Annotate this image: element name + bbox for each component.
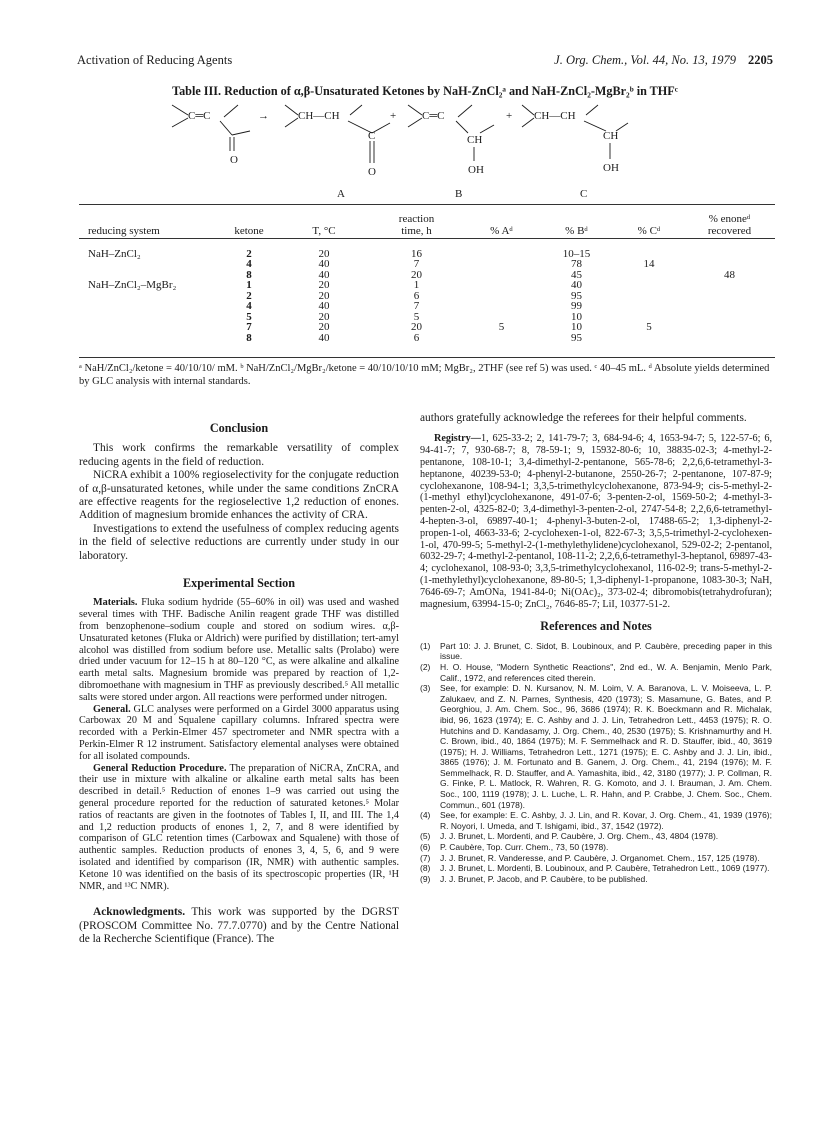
table-row — [79, 249, 775, 260]
cell-pct-a — [464, 301, 539, 312]
reference-text: J. J. Brunet, L. Mordenti, B. Loubinoux, and P. Caubère, Tetrahedron Lett., 1069 (1977). — [440, 863, 770, 874]
cell-enone: 48 — [724, 268, 735, 281]
cell-enone — [684, 333, 775, 344]
cell-system: NaH–ZnCl₂ — [88, 247, 141, 260]
conclusion-paragraph-2: NiCRA exhibit a 100% regioselectivity for the conjugate reduction of α,β-unsaturated ketones, while under the same conditions ZnCRA are effective reagents for the regioselective 1,2 reduction of enones. Addition of magnesium bromide enhances the activity of CRA. — [79, 469, 399, 522]
cell-temperature: 20 — [318, 247, 330, 260]
reference-number: (2) — [420, 661, 431, 672]
scheme-label-a: A — [337, 188, 345, 200]
col-header-reaction-time — [369, 205, 464, 238]
cell-pct-c — [614, 280, 684, 291]
cell-enone — [684, 301, 775, 312]
left-column — [79, 416, 399, 947]
materials-runin: Materials. — [93, 597, 138, 609]
cell-time: 20 — [411, 268, 422, 281]
cell-pct-b: 45 — [571, 268, 582, 281]
reference-text: H. O. House, "Modern Synthetic Reactions", 2nd ed., W. A. Benjamin, Menlo Park, Calif., 1972, and references cited therein. — [440, 661, 772, 683]
cell-pct-a — [464, 333, 539, 344]
cell-pct-a: 5 — [498, 321, 505, 333]
registry-text: 1, 625-33-2; 2, 141-79-7; 3, 684-94-6; 4, 1653-94-7; 5, 122-57-6; 6, 94-41-7; 7, 930-68-7; 8, 78-59-1; 9, 15932-80-6; 10, 38835-02-3; 4-methyl-2-pentanone, 108-10-1; 3,4-dimethyl-2-pentanone, 565-78-6; 2,2,6,6-tetramethyl-3-heptanone, 40239-53-0; 4-phenyl-2-butanone, 2550-26-7; 2-pentanone, 107-87-9; cyclohexanone, 108-94-1; 3,3,5-trimethylcyclohexanone, 873-94-9; cis-5-methyl-2-(1-methyl ethyl)cyclohexanone, 491-07-6; 3-penten-2-ol, 1569-50-2; 4-methyl-3-penten-2-ol, 4325-82-0; 3,4-dimethyl-3-penten-2-ol, 2747-54-8; 2,2,6,6-tetramethyl-4-hepten-3-ol, 69897-40-1; 4-phenyl-3-buten-2-ol, 17488-65-2; 1,3-diphenyl-2-propen-1-ol, 4663-33-6; 2-cyclohexen-1-ol, 822-67-3; 3,5,5-trimethyl-2-cyclohexen-1-ol, 470-99-5; 5-methyl-2-(1-methylethylidene)cyclohexanol, 529-02-2; 2-pentanol, 6032-29-7; 4-methyl-2-pentanol, 108-11-2; 2,2,6,6-tetramethyl-3-heptanol, 69897-43-4; cyclohexanol, 108-93-0; 3,3,5-trimethylcyclohexanol, 116-02-9; trans-5-methyl-2-(1-methylethyl)cyclohexanone, 89-80-5; 1,3-diphenyl-1-propanone, 1083-30-3; NaH, 7646-69-7; AmONa, 1941-84-0; Ni(OAc)₂, 373-02-4; dibromobis(tetrahydrofuran); magnesium, 63994-15-0; ZnCl₂, 7646-85-7; LiI, 10377-51-2. — [420, 433, 772, 610]
cell-pct-b: 99 — [571, 300, 582, 312]
scheme-o-reactant: O — [230, 154, 238, 166]
cell-pct-b: 40 — [571, 279, 582, 291]
reference-item — [420, 831, 772, 842]
cell-enone — [684, 322, 775, 333]
cell-pct-c — [614, 291, 684, 302]
col-header-ketone: ketone — [234, 225, 264, 237]
scheme-plus-1: + — [390, 110, 397, 122]
cell-enone — [684, 291, 775, 302]
cell-pct-b: 95 — [571, 331, 582, 344]
cell-temperature: 40 — [318, 300, 330, 312]
journal-citation — [554, 53, 773, 68]
cell-pct-b: 10 — [571, 321, 582, 333]
cell-enone — [684, 312, 775, 323]
col-header-reducing-system: reducing system — [88, 225, 160, 237]
scheme-ch-c: CH — [603, 130, 619, 142]
scheme-ch-ch-c: CH—CH — [534, 110, 576, 122]
general-paragraph — [79, 704, 399, 763]
registry-paragraph — [420, 433, 772, 610]
experimental-heading: Experimental Section — [182, 576, 296, 591]
cell-pct-a — [464, 249, 539, 260]
reference-item — [420, 641, 772, 662]
cell-enone — [684, 259, 775, 270]
table-row — [79, 280, 775, 291]
col-header-pct-a: % Aᵈ — [490, 225, 513, 237]
general-text: GLC analyses were performed on a Girdel 3000 apparatus using Carbowax 20 M and Squalene capillary columns. Infrared spectra were recorded with a Perkin-Elmer 457 spectrometer and NMR spectra with a Perkin-Elmer R 12 instrument. Satisfactory elemental analyses were obtained for all isolated compounds. — [79, 703, 399, 762]
table-row — [79, 301, 775, 312]
scheme-arrow: → — [258, 110, 269, 122]
scheme-plus-2: + — [506, 110, 513, 122]
cell-system — [79, 312, 219, 323]
cell-system — [79, 291, 219, 302]
cell-pct-c: 14 — [643, 258, 655, 270]
cell-time: 6 — [413, 331, 420, 344]
reference-item — [420, 662, 772, 683]
reference-text: See, for example: E. C. Ashby, J. J. Lin, and R. Kovar, J. Org. Chem., 41, 1939 (1976); R. Noyori, I. Umeda, and T. Ishigami, ibid., 37, 1542 (1972). — [440, 810, 772, 831]
journal-name: J. Org. Chem., Vol. 44, No. 13, 1979 — [554, 53, 736, 67]
reference-number: (8) — [420, 863, 431, 874]
materials-paragraph — [79, 597, 399, 703]
reference-text: P. Caubère, Top. Curr. Chem., 73, 50 (1978). — [440, 842, 609, 853]
results-table — [79, 205, 775, 343]
scheme-oh-c: OH — [603, 162, 619, 174]
cell-ketone: 4 — [246, 300, 252, 312]
page-number: 2205 — [748, 53, 773, 67]
acknowledgments-runin: Acknowledgments. — [93, 906, 186, 919]
table-title: Table III. Reduction of α,β-Unsaturated Ketones by NaH-ZnCl₂ᵃ and NaH-ZnCl₂-MgBr₂ᵇ in THFᶜ — [172, 84, 678, 98]
conclusion-heading: Conclusion — [209, 421, 269, 435]
cell-time: 20 — [411, 321, 422, 333]
reference-number: (4) — [420, 810, 431, 821]
procedure-runin: General Reduction Procedure. — [93, 762, 227, 774]
table-row — [79, 333, 775, 344]
registry-runin: Registry— — [434, 433, 481, 445]
cell-time: 6 — [413, 289, 420, 302]
col-header-enone-recovered — [684, 205, 775, 238]
cell-temperature: 20 — [318, 310, 330, 323]
cell-system — [79, 301, 219, 312]
references-heading: References and Notes — [540, 619, 652, 634]
cell-ketone: 8 — [246, 268, 252, 281]
scheme-label-c: C — [580, 188, 588, 200]
cell-ketone: 1 — [246, 279, 252, 291]
reference-number: (6) — [420, 842, 431, 853]
cell-enone — [684, 249, 775, 260]
cell-ketone: 5 — [246, 310, 252, 323]
cell-system — [79, 322, 219, 333]
col-header-reaction-time-line2: time, h — [401, 225, 432, 237]
reference-text: J. J. Brunet, R. Vanderesse, and P. Caubère, J. Organomet. Chem., 157, 125 (1978). — [440, 852, 760, 863]
table-row — [79, 270, 775, 281]
scheme-ch-ch-a: CH—CH — [298, 110, 340, 122]
cell-pct-b: 10–15 — [562, 247, 591, 260]
materials-text: Fluka sodium hydride (55–60% in oil) was used and washed several times with THF. Badische Anilin reagent grade THF was distilled from benzophenone–sodium couple and stored on sodium wires. α,β-Unsaturated ketones (Fluka or Aldrich) were purified by distillation; tert-amyl alcohol was distilled from sodium before use. Metallic salts (Prolabo) were dried under vacuum for 12–15 h at 80–120 °C, as were alkaline and alkaline earth metal salts. Magnesium bromide was prepared by reaction of 1,2-dibromoethane with magnesium in THF as previously described.⁵ All metallic salts were stored under argon. All reactions were performed under nitrogen. — [79, 597, 399, 703]
cell-pct-a — [464, 280, 539, 291]
cell-pct-b: 78 — [571, 258, 582, 270]
cell-enone — [684, 280, 775, 291]
reference-item — [420, 874, 772, 885]
procedure-paragraph — [79, 763, 399, 893]
cell-ketone: 8 — [246, 331, 252, 344]
cell-pct-b: 10 — [571, 310, 582, 323]
reference-number: (5) — [420, 831, 431, 842]
table-row — [79, 291, 775, 302]
reference-number: (1) — [420, 640, 431, 651]
reference-text: J. J. Brunet, L. Mordenti, and P. Caubère, J. Org. Chem., 43, 4804 (1978). — [440, 831, 719, 842]
table-footnote: ᵃ NaH/ZnCl₂/ketone = 40/10/10/ mM. ᵇ NaH/ZnCl₂/MgBr₂/ketone = 40/10/10/10 mM; MgBr₂, 2THF (see ref 5) was used. ᶜ 40–45 mL. ᵈ Absolute yields determined by GLC analysis with internal standards. — [79, 363, 770, 387]
col-header-enone-line1: % enoneᵈ — [708, 213, 751, 225]
reference-item — [420, 683, 772, 810]
cell-time: 5 — [413, 310, 420, 323]
scheme-cc-reactant: C═C — [188, 110, 211, 122]
cell-system: NaH–ZnCl₂–MgBr₂ — [88, 279, 177, 291]
cell-time: 7 — [413, 300, 420, 312]
cell-temperature: 20 — [318, 321, 330, 333]
right-column — [420, 412, 772, 884]
cell-pct-a — [464, 259, 539, 270]
reference-item — [420, 842, 772, 853]
table-row — [79, 312, 775, 323]
scheme-c-a: C — [368, 130, 376, 142]
cell-ketone: 2 — [246, 289, 252, 302]
procedure-text: The preparation of NiCRA, ZnCRA, and their use in mixture with alkaline or alkaline earth metal salts has been described in detail.⁵ Reduction of enones 1–9 was carried out using the general procedure reported for the reduction of saturated ketones.⁵ Molar ratios of reactants are given in the footnotes of Tables I, II, and III. The 1,4 and 1,2 reduction products of enones 1, 2, 7, and 8 were identified by comparison of GLC retention times (Carbowax and Squalene) with those of authentic samples. Reduction products of enones 3, 4, 5, 6, and 9 were isolated and identified by comparison (IR, NMR) with authentic samples. Ketone 10 was identified on the basis of its spectroscopic properties (IR, ¹H NMR, and ¹³C NMR). — [79, 762, 400, 892]
reference-item — [420, 810, 772, 831]
cell-temperature: 20 — [318, 279, 330, 291]
scheme-o-a: O — [368, 166, 376, 178]
cell-pct-c — [614, 301, 684, 312]
cell-pct-a — [464, 291, 539, 302]
reference-text: Part 10: J. J. Brunet, C. Sidot, B. Loubinoux, and P. Caubère, preceding paper in this issue. — [440, 640, 772, 662]
cell-time: 16 — [411, 247, 422, 260]
conclusion-paragraph-3: Investigations to extend the usefulness of complex reducing agents in the field of selective reductions are currently under study in our laboratory. — [79, 522, 399, 562]
cell-ketone: 2 — [246, 247, 252, 260]
conclusion-paragraph-1: This work confirms the remarkable versatility of complex reducing agents in the field of reduction. — [79, 442, 399, 468]
cell-temperature: 20 — [318, 289, 330, 302]
reference-item — [420, 863, 772, 874]
cell-time: 1 — [413, 279, 420, 291]
cell-pct-a — [464, 270, 539, 281]
running-header — [77, 53, 773, 73]
reference-number: (7) — [420, 852, 431, 863]
table-row — [79, 259, 775, 270]
acknowledgments-paragraph — [79, 906, 399, 946]
scheme-ch-b: CH — [467, 134, 483, 146]
references-list — [420, 641, 772, 885]
section-title: Activation of Reducing Agents — [77, 53, 233, 67]
cell-ketone: 7 — [246, 321, 252, 333]
reference-number: (9) — [420, 873, 431, 884]
cell-pct-c — [614, 270, 684, 281]
cell-pct-c — [614, 333, 684, 344]
col-header-temperature: T, °C — [312, 225, 336, 237]
col-header-pct-b: % Bᵈ — [565, 225, 588, 237]
cell-time: 7 — [413, 258, 420, 270]
acknowledgments-continuation: authors gratefully acknowledge the referees for their helpful comments. — [420, 412, 747, 424]
col-header-enone-line2: recovered — [707, 225, 752, 237]
cell-temperature: 40 — [318, 268, 330, 281]
table-row — [79, 322, 775, 333]
reference-text: J. J. Brunet, P. Jacob, and P. Caubère, to be published. — [440, 873, 648, 884]
cell-temperature: 40 — [318, 258, 330, 270]
reference-number: (3) — [420, 683, 431, 694]
cell-pct-b: 95 — [571, 289, 582, 302]
cell-pct-c: 5 — [646, 321, 652, 333]
table-bottom-rule — [79, 357, 775, 358]
col-header-reaction-time-line1: reaction — [398, 213, 435, 225]
cell-temperature: 40 — [318, 331, 330, 344]
cell-system — [79, 259, 219, 270]
cell-ketone: 4 — [246, 258, 252, 270]
general-runin: General. — [93, 703, 131, 715]
cell-system — [79, 333, 219, 344]
reference-text: See, for example: D. N. Kursanov, N. M. Loim, V. A. Baranova, L. V. Moiseeva, L. P. Zalukaev, and Z. N. Parnes, Synthesis, 420 (1973); S. Masamune, G. Bates, and P. Georghiou, J. Am. Chem. Soc., 96, 3686 (1974); R. K. Boeckmann and R. Michalak, ibid, 96, 1623 (1974); E. C. Ashby and J. J. Lin, Tetrahedron Lett., 4453 (1975); R. O. Hutchins and D. Kandasamy, J. Org. Chem., 40, 2530 (1975); S. Krishnamurthy and H. C. Brown, ibid., 40, 1864 (1975); M. F. Semmelhack and R. D. Stauffer, ibid., 40, 3619 (1975); H. J. Williams, Tetrahedron Lett., 1271 (1975); E. C. Ashby and J. J. Lin, ibid., 3865 (1976); J. M. Fortunato and B. Ganem, J. Org. Chem., 41, 2194 (1976); M. F. Semmelhack, R. D. Stauffer, and A. Yamashita, ibid., 42, 3180 (1977); J. P. Collman, R. G. Finke, P. L. Matlock, R. Wahren, R. G. Komoto, and J. I. Brauman, J. Am. Chem. Soc., 100, 1119 (1978); J. L. Luche, L. R. Hahn, and P. Crabbe, J. Chem. Soc., Chem. Commun., 601 (1978). — [440, 683, 772, 810]
table-header-spacer — [79, 238, 775, 249]
scheme-oh-b: OH — [468, 164, 484, 176]
acknowledgments-text: This work was supported by the DGRST (PROSCOM Committee No. 77.7.0770) and by the Centre National de la Recherche Scientifique (France). The — [79, 906, 399, 946]
scheme-label-b: B — [455, 188, 463, 200]
reference-item — [420, 853, 772, 864]
col-header-pct-c: % Cᵈ — [637, 225, 661, 237]
scheme-cc-b: C═C — [422, 110, 445, 122]
